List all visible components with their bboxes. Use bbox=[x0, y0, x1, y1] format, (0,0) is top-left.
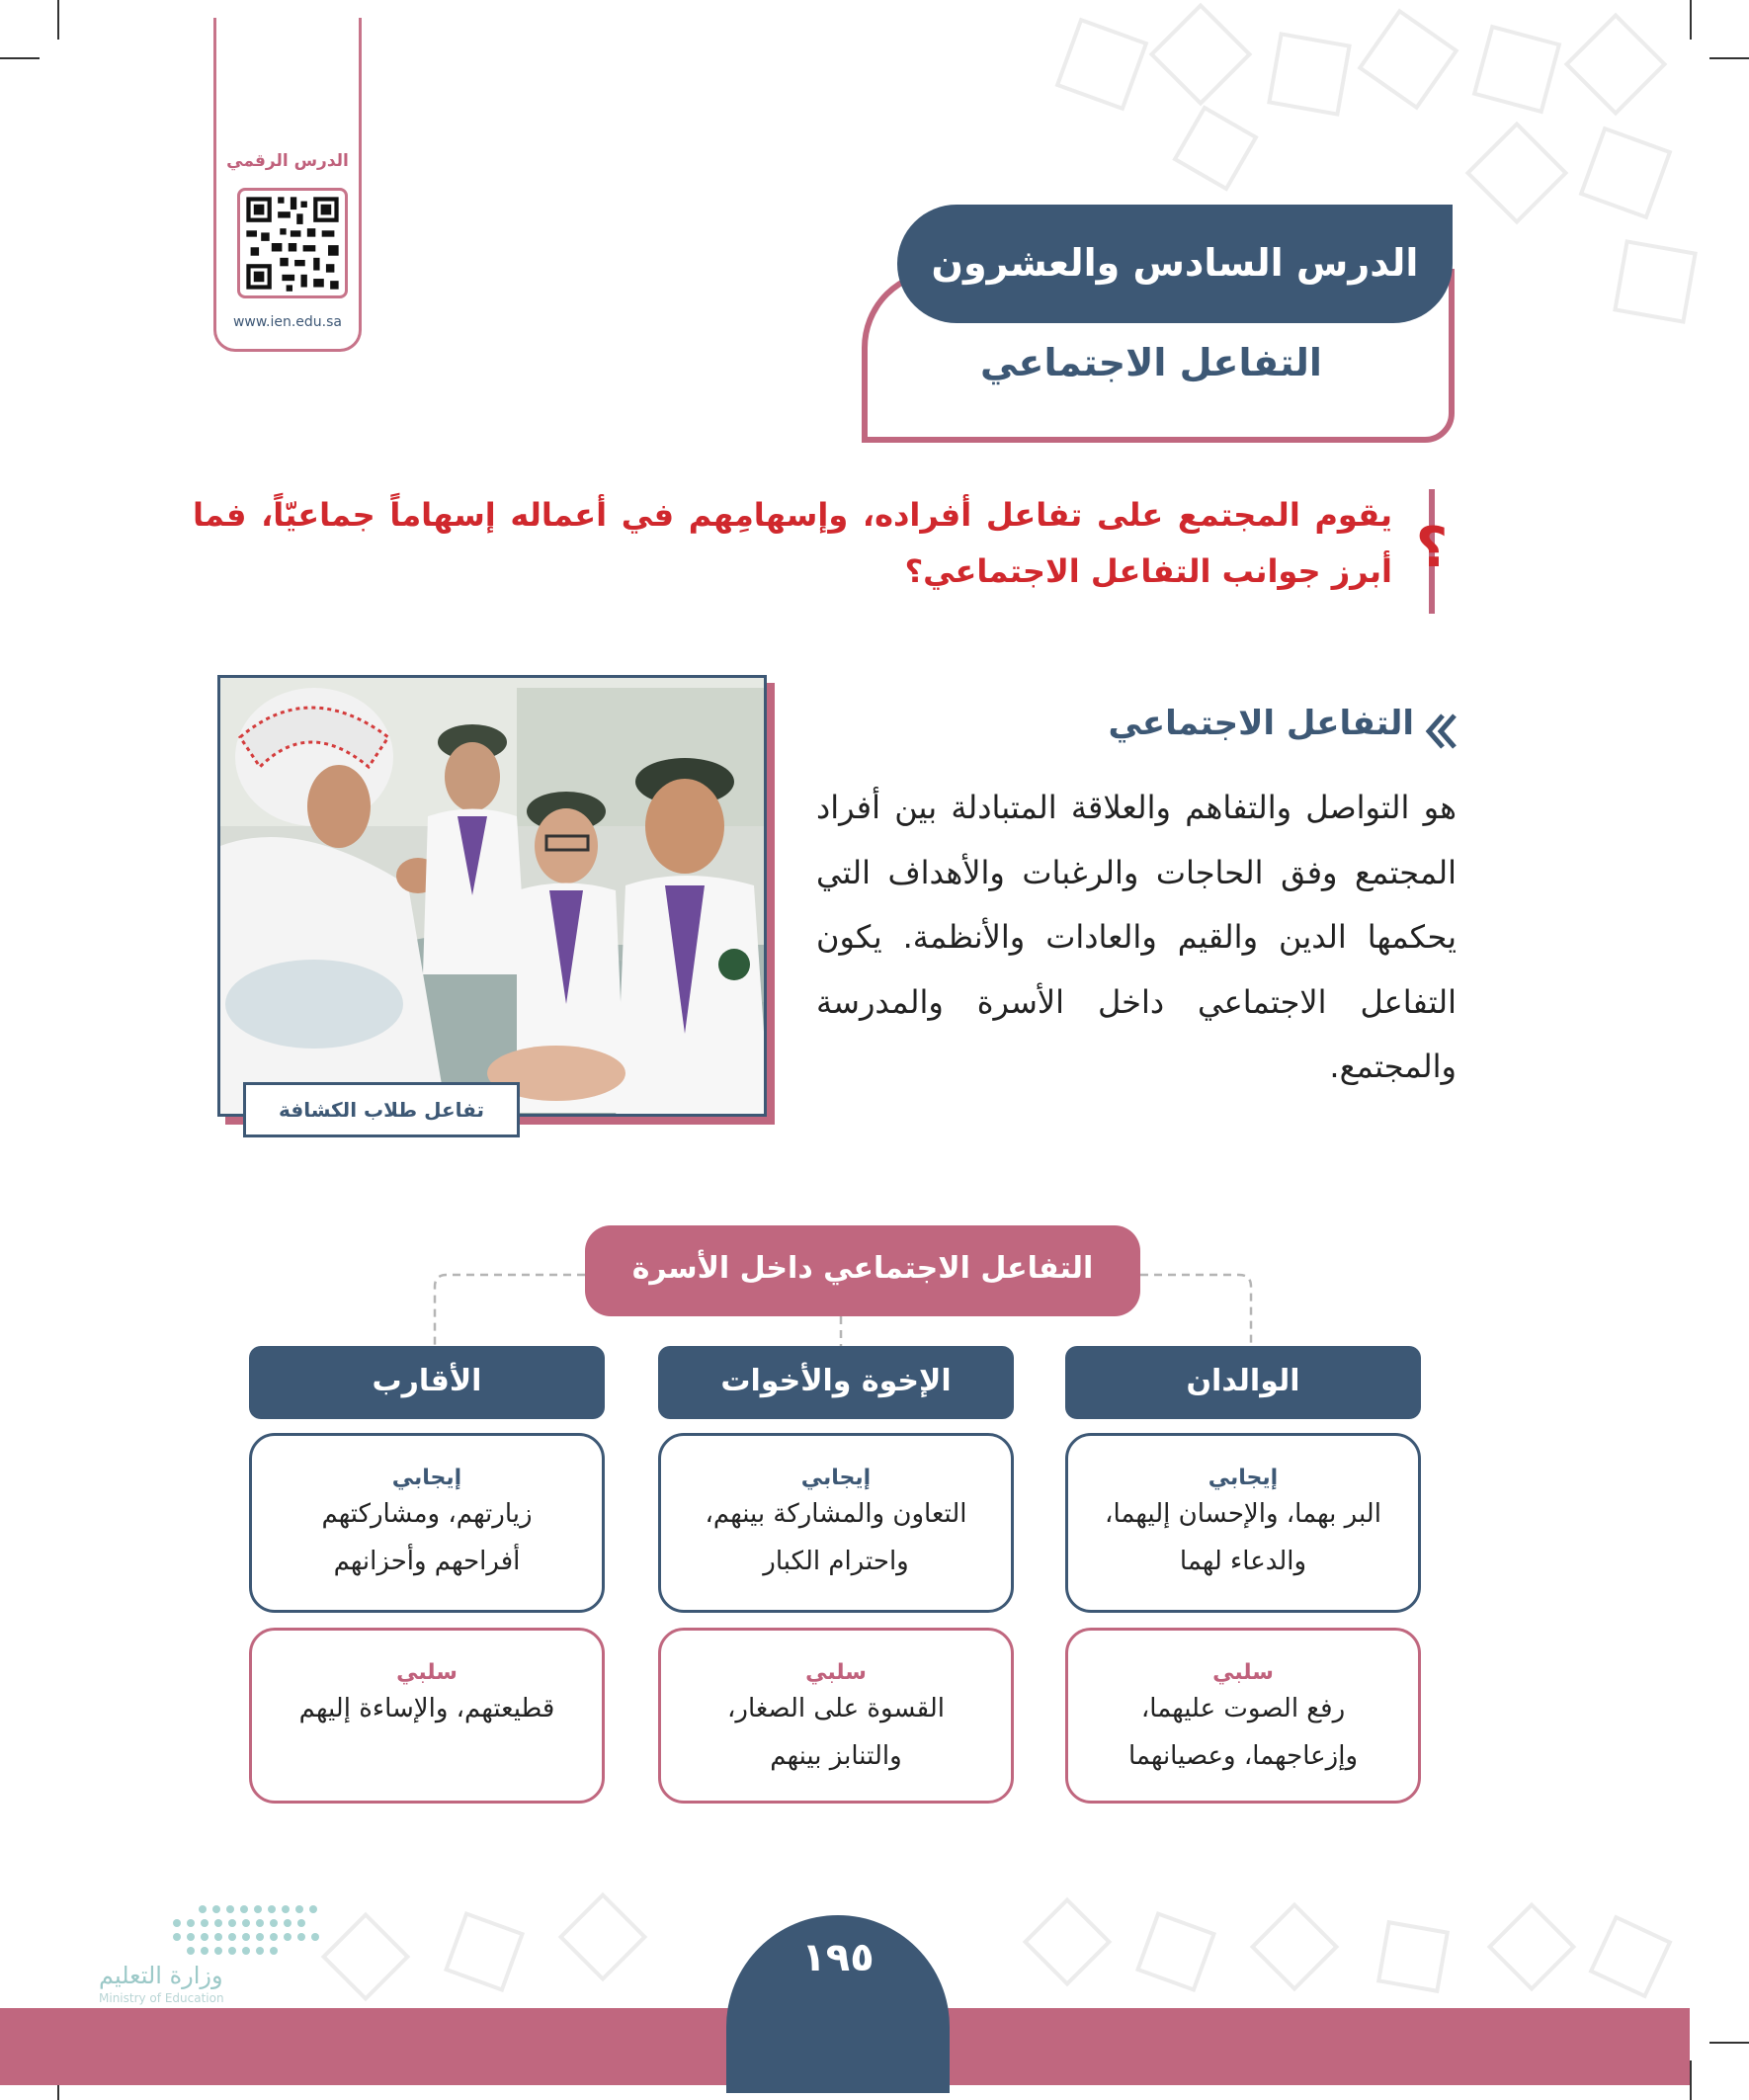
positive-label: إيجابي bbox=[1208, 1466, 1279, 1490]
lesson-number-banner: الدرس السادس والعشرون bbox=[897, 205, 1453, 323]
category-header-parents: الوالدان bbox=[1065, 1346, 1421, 1419]
siblings-negative-line: والتنابز بينهم bbox=[770, 1741, 902, 1771]
negative-label: سلبي bbox=[805, 1660, 867, 1685]
siblings-negative-line: القسوة على الصغار، bbox=[727, 1694, 945, 1723]
siblings-positive-line: التعاون والمشاركة بينهم، bbox=[705, 1499, 967, 1529]
svg-text:؟: ؟ bbox=[1415, 516, 1449, 580]
positive-label: إيجابي bbox=[800, 1466, 872, 1490]
parents-positive-line: البر بهما، والإحسان إليهما، bbox=[1105, 1499, 1381, 1529]
siblings-positive-box bbox=[658, 1433, 1014, 1613]
negative-label: سلبي bbox=[1212, 1660, 1274, 1685]
introductory-question: يقوم المجتمع على تفاعل أفراده، وإسهامِهم في أعماله إسهاماً جماعيّاً، فما أبرز جوانب التفاعل الاجتماعي؟ bbox=[193, 496, 1392, 590]
page-number: ١٩٥ bbox=[801, 1935, 874, 1980]
parents-negative-line: رفع الصوت عليهما، bbox=[1140, 1694, 1346, 1723]
relatives-positive-line: أفراحهم وأحزانهم bbox=[333, 1547, 521, 1576]
relatives-negative-box bbox=[249, 1628, 605, 1804]
parents-negative-line: وإزعاجهما، وعصيانهما bbox=[1128, 1741, 1358, 1771]
ministry-name-english: Ministry of Education bbox=[99, 1991, 224, 2005]
negative-label: سلبي bbox=[396, 1660, 458, 1685]
parents-positive-box bbox=[1065, 1433, 1421, 1613]
photo-caption: تفاعل طلاب الكشافة bbox=[243, 1082, 520, 1137]
category-header-relatives: الأقارب bbox=[249, 1346, 605, 1419]
digital-lesson-label: الدرس الرقمي bbox=[226, 151, 349, 171]
definition-heading-text: التفاعل الاجتماعي bbox=[1108, 704, 1414, 743]
category-header-siblings: الإخوة والأخوات bbox=[658, 1346, 1014, 1419]
siblings-positive-line: واحترام الكبار bbox=[763, 1547, 909, 1576]
relatives-positive-box bbox=[249, 1433, 605, 1613]
positive-label: إيجابي bbox=[391, 1466, 462, 1490]
parents-positive-line: والدعاء لهما bbox=[1179, 1547, 1307, 1576]
lesson-title: التفاعل الاجتماعي bbox=[980, 341, 1322, 384]
relatives-negative-line: قطيعتهم، والإساءة إليهم bbox=[298, 1694, 555, 1723]
parents-negative-box bbox=[1065, 1628, 1421, 1804]
siblings-negative-box bbox=[658, 1628, 1014, 1804]
digital-lesson-url[interactable]: www.ien.edu.sa bbox=[232, 314, 343, 330]
diagram-title: التفاعل الاجتماعي داخل الأسرة bbox=[585, 1225, 1140, 1316]
ministry-name: وزارة التعليم bbox=[99, 1962, 223, 1989]
relatives-positive-line: زيارتهم، ومشاركتهم bbox=[321, 1499, 533, 1529]
definition-text: هو التواصل والتفاهم والعلاقة المتبادلة بين أفراد المجتمع وفق الحاجات والرغبات والأهداف التي يحكمها الدين والقيم والعادات والأنظمة. يكون التفاعل الاجتماعي داخل الأسرة والمدرسة والمجتمع. bbox=[816, 789, 1457, 1085]
